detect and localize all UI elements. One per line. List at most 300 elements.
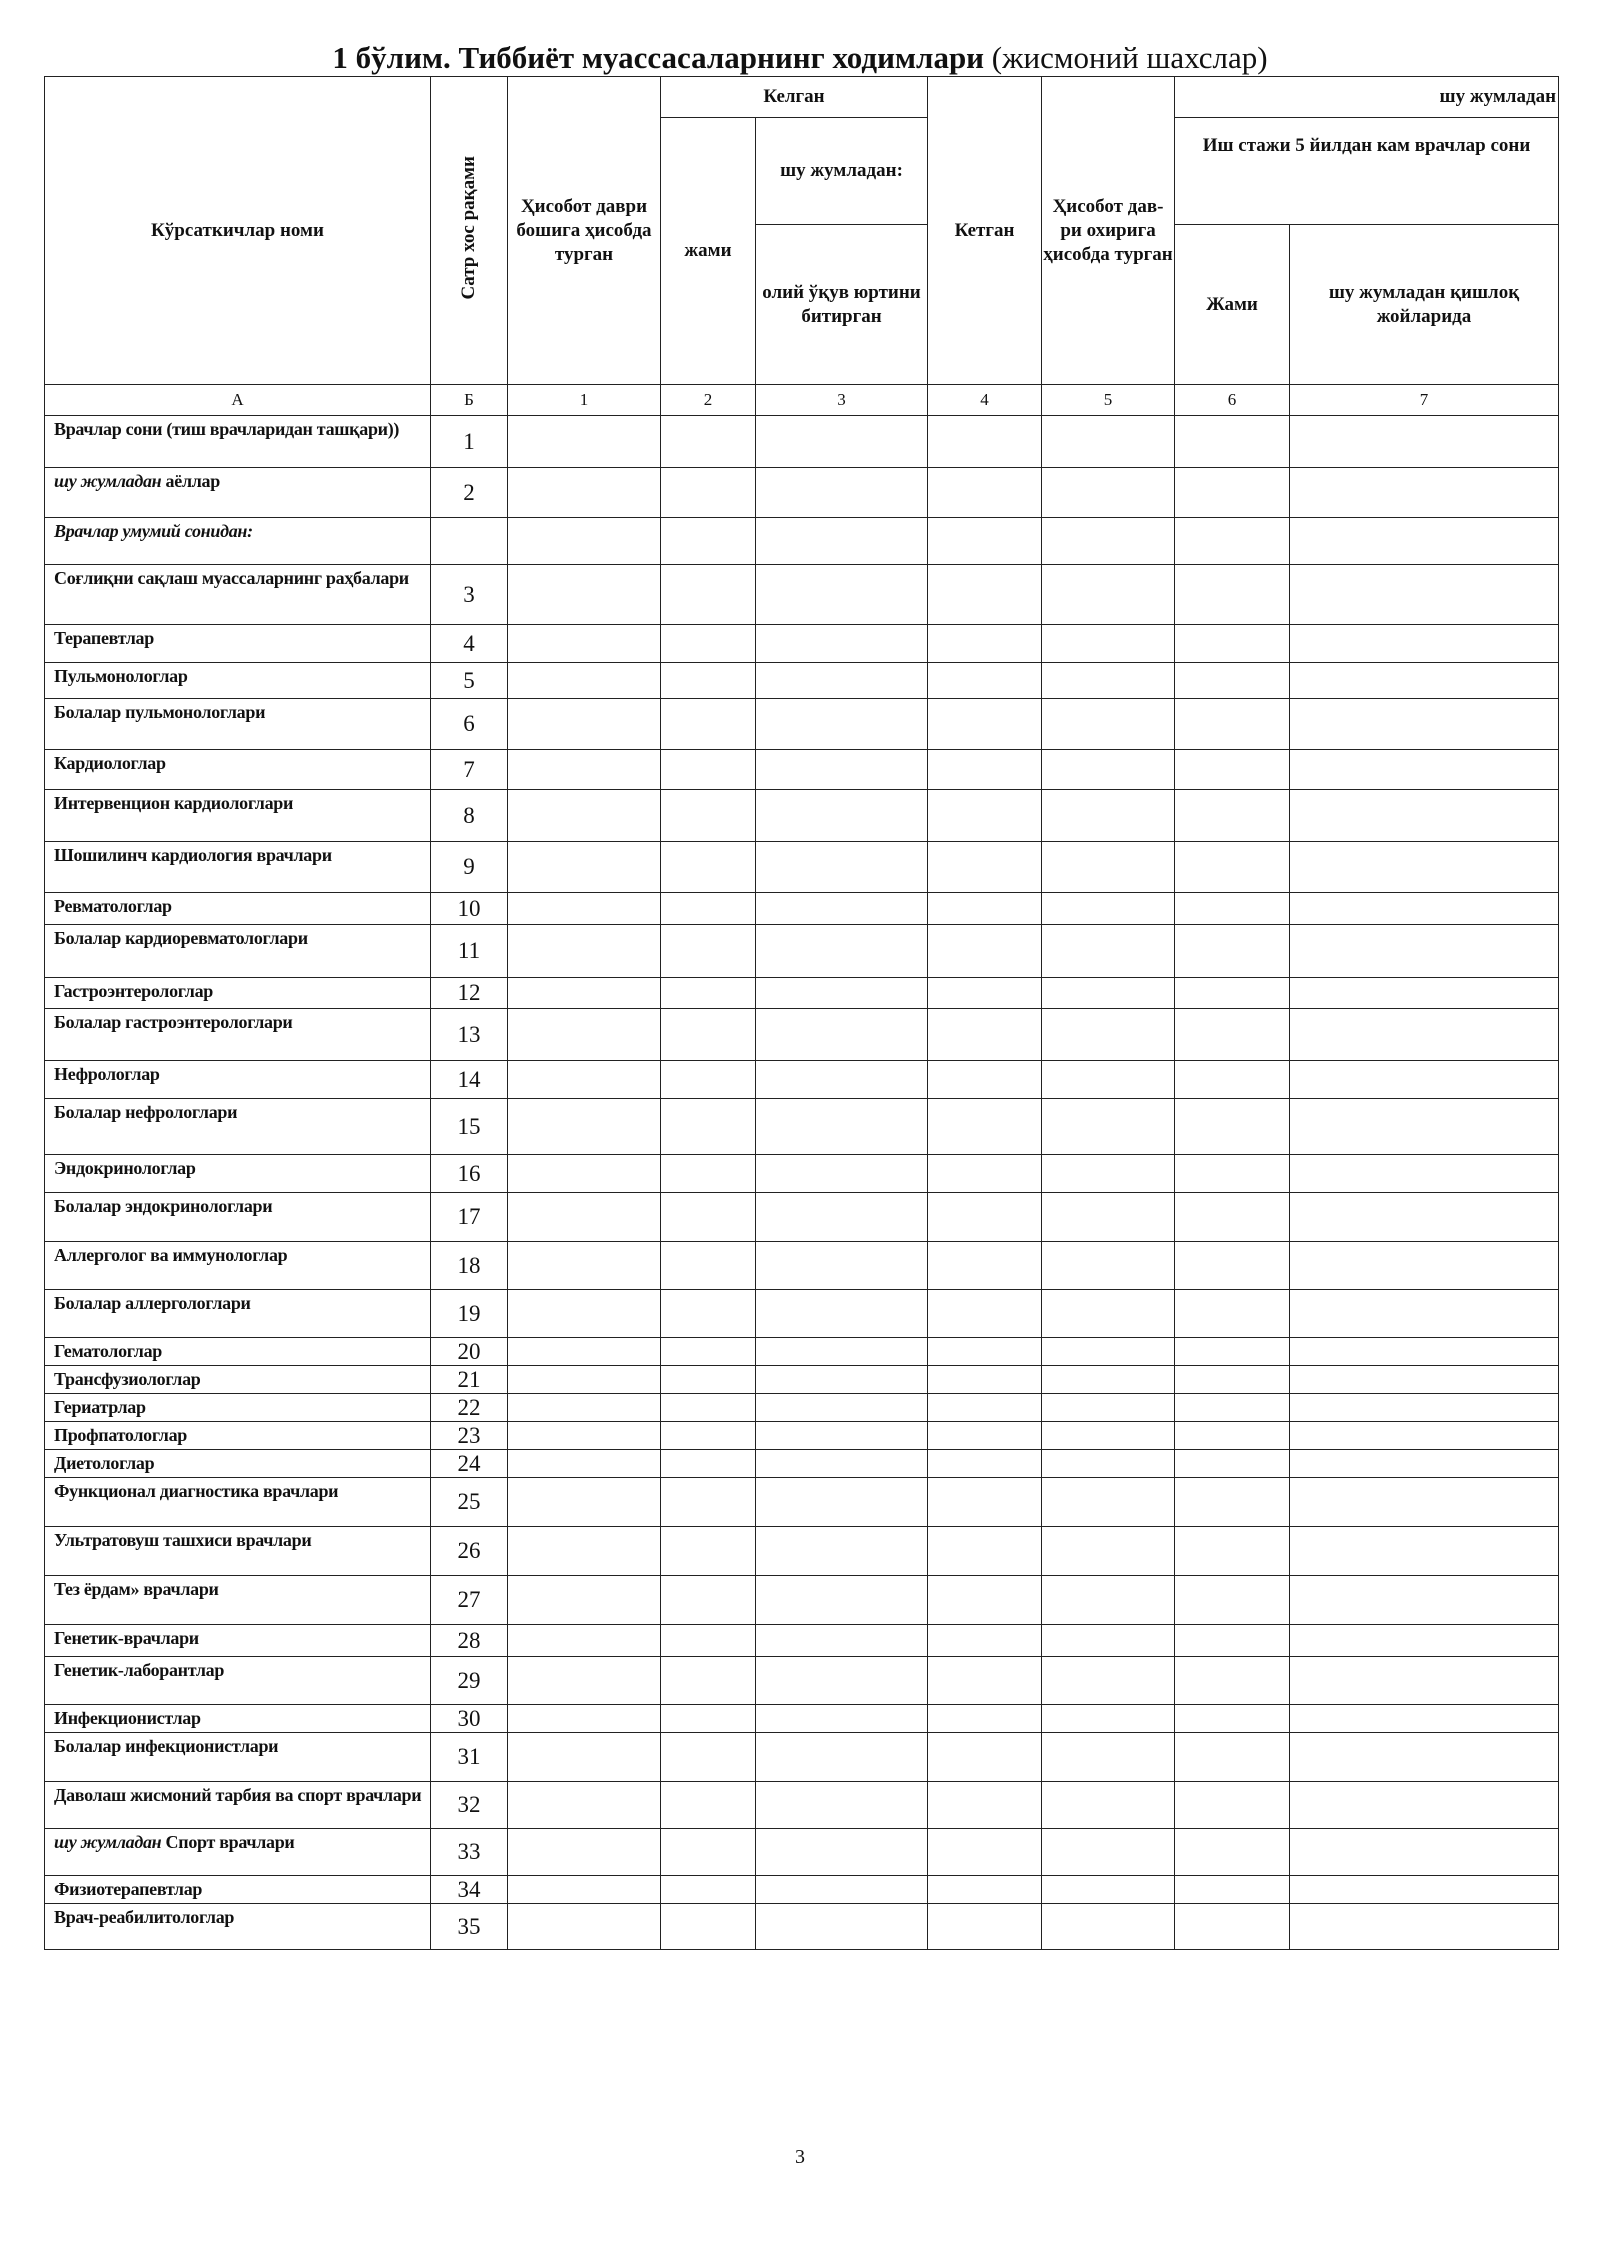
data-cell[interactable] <box>928 1338 1042 1366</box>
data-cell[interactable] <box>928 416 1042 468</box>
data-cell[interactable] <box>928 1242 1042 1290</box>
data-cell[interactable] <box>928 518 1042 565</box>
data-cell[interactable] <box>1042 893 1175 925</box>
table-row <box>45 625 1559 663</box>
data-cell[interactable] <box>508 468 661 518</box>
data-cell[interactable] <box>1175 1876 1290 1904</box>
data-cell[interactable] <box>756 699 928 750</box>
data-cell[interactable] <box>1290 1782 1559 1829</box>
data-cell[interactable] <box>928 625 1042 663</box>
data-cell[interactable] <box>1175 1625 1290 1657</box>
data-cell[interactable] <box>1042 1099 1175 1155</box>
data-cell[interactable] <box>1042 1061 1175 1099</box>
data-cell[interactable] <box>661 468 756 518</box>
data-cell[interactable] <box>1290 1576 1559 1625</box>
table-row <box>45 1829 1559 1876</box>
data-cell[interactable] <box>928 1193 1042 1242</box>
data-cell[interactable] <box>928 1733 1042 1782</box>
data-cell[interactable] <box>756 1527 928 1576</box>
data-cell[interactable] <box>756 1705 928 1733</box>
indicator-label: Диетологлар <box>54 1453 155 1473</box>
data-cell[interactable] <box>756 565 928 625</box>
indicator-name <box>45 1394 431 1422</box>
data-cell[interactable] <box>1042 565 1175 625</box>
data-cell[interactable] <box>661 1422 756 1450</box>
data-cell[interactable] <box>1290 1290 1559 1338</box>
data-cell[interactable] <box>1290 750 1559 790</box>
header-left: Кетган <box>928 77 1042 385</box>
data-cell[interactable] <box>1042 1625 1175 1657</box>
data-cell[interactable] <box>928 1450 1042 1478</box>
data-cell[interactable] <box>928 1657 1042 1705</box>
data-cell[interactable] <box>1290 925 1559 978</box>
header-experience-total: Жами <box>1175 225 1290 385</box>
row-code: 22 <box>431 1394 508 1422</box>
data-cell[interactable] <box>928 750 1042 790</box>
data-cell[interactable] <box>508 1155 661 1193</box>
data-cell[interactable] <box>1175 790 1290 842</box>
data-cell[interactable] <box>1042 1338 1175 1366</box>
data-cell[interactable] <box>756 1290 928 1338</box>
data-cell[interactable] <box>1290 565 1559 625</box>
indicator-name <box>45 1876 431 1904</box>
data-cell[interactable] <box>508 699 661 750</box>
data-cell[interactable] <box>1175 842 1290 893</box>
data-cell[interactable] <box>1042 468 1175 518</box>
data-cell[interactable] <box>1290 1625 1559 1657</box>
data-cell[interactable] <box>508 1657 661 1705</box>
data-cell[interactable] <box>1290 978 1559 1009</box>
data-cell[interactable] <box>928 1366 1042 1394</box>
data-cell[interactable] <box>1175 416 1290 468</box>
data-cell[interactable] <box>1290 1705 1559 1733</box>
data-cell[interactable] <box>661 1242 756 1290</box>
data-cell[interactable] <box>508 1061 661 1099</box>
data-cell[interactable] <box>1290 1193 1559 1242</box>
data-cell[interactable] <box>756 1478 928 1527</box>
data-cell[interactable] <box>1175 1394 1290 1422</box>
data-cell[interactable] <box>1042 842 1175 893</box>
data-cell[interactable] <box>1290 1366 1559 1394</box>
indicator-name <box>45 1155 431 1193</box>
data-cell[interactable] <box>508 893 661 925</box>
data-cell[interactable] <box>661 893 756 925</box>
row-code: 8 <box>431 790 508 842</box>
data-cell[interactable] <box>661 790 756 842</box>
data-cell[interactable] <box>1042 750 1175 790</box>
data-cell[interactable] <box>1175 1657 1290 1705</box>
data-cell[interactable] <box>1042 699 1175 750</box>
data-cell[interactable] <box>756 663 928 699</box>
table-row <box>45 565 1559 625</box>
data-cell[interactable] <box>1290 1657 1559 1705</box>
indicator-name <box>45 1290 431 1338</box>
data-cell[interactable] <box>661 663 756 699</box>
data-cell[interactable] <box>661 416 756 468</box>
data-cell[interactable] <box>1290 790 1559 842</box>
data-cell[interactable] <box>1290 1527 1559 1576</box>
data-cell[interactable] <box>1290 1876 1559 1904</box>
data-cell[interactable] <box>508 1366 661 1394</box>
data-cell[interactable] <box>1290 1422 1559 1450</box>
data-cell[interactable] <box>1042 518 1175 565</box>
data-cell[interactable] <box>928 1876 1042 1904</box>
data-cell[interactable] <box>508 1099 661 1155</box>
data-cell[interactable] <box>756 1782 928 1829</box>
data-cell[interactable] <box>928 1009 1042 1061</box>
data-cell[interactable] <box>661 1009 756 1061</box>
data-cell[interactable] <box>1042 1705 1175 1733</box>
data-cell[interactable] <box>1290 518 1559 565</box>
data-cell[interactable] <box>1042 663 1175 699</box>
data-cell[interactable] <box>928 1155 1042 1193</box>
data-cell[interactable] <box>1175 468 1290 518</box>
data-cell[interactable] <box>928 893 1042 925</box>
data-cell[interactable] <box>1290 1061 1559 1099</box>
data-cell[interactable] <box>508 1876 661 1904</box>
indicator-name <box>45 978 431 1009</box>
data-cell[interactable] <box>756 978 928 1009</box>
data-cell[interactable] <box>1290 1478 1559 1527</box>
data-cell[interactable] <box>508 663 661 699</box>
data-cell[interactable] <box>1042 1904 1175 1950</box>
data-cell[interactable] <box>1175 1009 1290 1061</box>
data-cell[interactable] <box>928 1625 1042 1657</box>
data-cell[interactable] <box>1290 1155 1559 1193</box>
data-cell[interactable] <box>661 1478 756 1527</box>
data-cell[interactable] <box>1042 625 1175 663</box>
data-cell[interactable] <box>661 1099 756 1155</box>
data-cell[interactable] <box>661 1876 756 1904</box>
data-cell[interactable] <box>1042 1155 1175 1193</box>
data-cell[interactable] <box>1042 925 1175 978</box>
data-cell[interactable] <box>756 1242 928 1290</box>
data-cell[interactable] <box>756 1829 928 1876</box>
data-cell[interactable] <box>508 1576 661 1625</box>
index-cell: 2 <box>661 385 756 416</box>
data-cell[interactable] <box>756 416 928 468</box>
data-cell[interactable] <box>1175 565 1290 625</box>
data-cell[interactable] <box>1175 893 1290 925</box>
data-cell[interactable] <box>1175 1829 1290 1876</box>
data-cell[interactable] <box>1175 978 1290 1009</box>
data-cell[interactable] <box>508 1338 661 1366</box>
row-code: 12 <box>431 978 508 1009</box>
data-cell[interactable] <box>1290 1009 1559 1061</box>
data-cell[interactable] <box>928 699 1042 750</box>
indicator-name <box>45 1657 431 1705</box>
indicator-label: Гематологлар <box>54 1341 162 1361</box>
data-cell[interactable] <box>756 1338 928 1366</box>
data-cell[interactable] <box>928 790 1042 842</box>
data-cell[interactable] <box>508 1290 661 1338</box>
data-cell[interactable] <box>661 625 756 663</box>
data-cell[interactable] <box>1175 699 1290 750</box>
data-cell[interactable] <box>661 842 756 893</box>
data-cell[interactable] <box>756 842 928 893</box>
data-cell[interactable] <box>1175 925 1290 978</box>
indicator-name <box>45 1705 431 1733</box>
data-cell[interactable] <box>508 625 661 663</box>
data-cell[interactable] <box>1175 1576 1290 1625</box>
table-row <box>45 1904 1559 1950</box>
data-cell[interactable] <box>928 1527 1042 1576</box>
data-cell[interactable] <box>1290 468 1559 518</box>
data-cell[interactable] <box>508 1829 661 1876</box>
data-cell[interactable] <box>928 1478 1042 1527</box>
data-cell[interactable] <box>1042 1733 1175 1782</box>
data-cell[interactable] <box>1175 518 1290 565</box>
data-cell[interactable] <box>1175 1366 1290 1394</box>
data-cell[interactable] <box>1290 1099 1559 1155</box>
data-cell[interactable] <box>661 1366 756 1394</box>
data-cell[interactable] <box>1290 1829 1559 1876</box>
data-cell[interactable] <box>508 1009 661 1061</box>
header-indicator-name: Кўрсаткичлар номи <box>45 77 431 385</box>
data-cell[interactable] <box>508 978 661 1009</box>
data-cell[interactable] <box>756 1155 928 1193</box>
data-cell[interactable] <box>1042 1193 1175 1242</box>
row-code: 28 <box>431 1625 508 1657</box>
data-cell[interactable] <box>1042 1657 1175 1705</box>
data-cell[interactable] <box>1175 1290 1290 1338</box>
indicator-name <box>45 1009 431 1061</box>
data-cell[interactable] <box>1175 1242 1290 1290</box>
data-cell[interactable] <box>756 750 928 790</box>
data-cell[interactable] <box>1175 1733 1290 1782</box>
data-cell[interactable] <box>661 518 756 565</box>
data-cell[interactable] <box>756 518 928 565</box>
data-cell[interactable] <box>1175 1527 1290 1576</box>
indicator-label: Врач-реабилитологлар <box>54 1907 235 1927</box>
data-cell[interactable] <box>1042 1242 1175 1290</box>
data-cell[interactable] <box>508 1450 661 1478</box>
data-cell[interactable] <box>1290 663 1559 699</box>
data-cell[interactable] <box>1175 1099 1290 1155</box>
data-cell[interactable] <box>1175 1782 1290 1829</box>
data-cell[interactable] <box>1175 750 1290 790</box>
data-cell[interactable] <box>1042 1829 1175 1876</box>
data-cell[interactable] <box>661 1625 756 1657</box>
data-cell[interactable] <box>756 1625 928 1657</box>
data-cell[interactable] <box>1290 1904 1559 1950</box>
indicator-label: Тез ёрдам» врачлари <box>54 1579 219 1599</box>
data-cell[interactable] <box>756 925 928 978</box>
data-cell[interactable] <box>1175 1338 1290 1366</box>
data-cell[interactable] <box>928 1422 1042 1450</box>
data-cell[interactable] <box>756 1576 928 1625</box>
data-cell[interactable] <box>661 1657 756 1705</box>
data-cell[interactable] <box>1042 1527 1175 1576</box>
data-cell[interactable] <box>1290 1733 1559 1782</box>
row-code: 14 <box>431 1061 508 1099</box>
data-cell[interactable] <box>661 1829 756 1876</box>
data-cell[interactable] <box>928 1576 1042 1625</box>
data-cell[interactable] <box>508 1705 661 1733</box>
data-cell[interactable] <box>1175 663 1290 699</box>
row-code: 29 <box>431 1657 508 1705</box>
data-cell[interactable] <box>928 842 1042 893</box>
data-cell[interactable] <box>508 1193 661 1242</box>
data-cell[interactable] <box>661 565 756 625</box>
data-cell[interactable] <box>508 790 661 842</box>
data-cell[interactable] <box>1042 1782 1175 1829</box>
data-cell[interactable] <box>661 1450 756 1478</box>
data-cell[interactable] <box>1175 1450 1290 1478</box>
data-cell[interactable] <box>661 978 756 1009</box>
data-cell[interactable] <box>756 790 928 842</box>
data-cell[interactable] <box>1290 842 1559 893</box>
index-cell: 7 <box>1290 385 1559 416</box>
data-cell[interactable] <box>508 416 661 468</box>
data-cell[interactable] <box>756 1876 928 1904</box>
data-cell[interactable] <box>1175 1478 1290 1527</box>
data-cell[interactable] <box>661 1576 756 1625</box>
data-cell[interactable] <box>508 750 661 790</box>
data-cell[interactable] <box>928 925 1042 978</box>
data-cell[interactable] <box>508 518 661 565</box>
data-cell[interactable] <box>928 978 1042 1009</box>
data-cell[interactable] <box>928 1061 1042 1099</box>
data-cell[interactable] <box>928 1099 1042 1155</box>
data-cell[interactable] <box>1042 790 1175 842</box>
data-cell[interactable] <box>1175 1193 1290 1242</box>
data-cell[interactable] <box>508 1904 661 1950</box>
data-cell[interactable] <box>1042 1366 1175 1394</box>
data-cell[interactable] <box>1175 1705 1290 1733</box>
header-arrived-including: шу жумладан: <box>756 118 928 225</box>
data-cell[interactable] <box>661 1904 756 1950</box>
data-cell[interactable] <box>1042 416 1175 468</box>
table-row <box>45 1657 1559 1705</box>
data-cell[interactable] <box>928 1394 1042 1422</box>
data-cell[interactable] <box>1042 1422 1175 1450</box>
data-cell[interactable] <box>661 699 756 750</box>
data-cell[interactable] <box>508 1242 661 1290</box>
data-cell[interactable] <box>508 1394 661 1422</box>
data-cell[interactable] <box>508 1527 661 1576</box>
data-cell[interactable] <box>1042 1576 1175 1625</box>
data-cell[interactable] <box>508 1782 661 1829</box>
data-cell[interactable] <box>928 1904 1042 1950</box>
data-cell[interactable] <box>928 1829 1042 1876</box>
data-cell[interactable] <box>756 1450 928 1478</box>
table-row <box>45 1478 1559 1527</box>
data-cell[interactable] <box>508 1478 661 1527</box>
data-cell[interactable] <box>1290 1450 1559 1478</box>
data-cell[interactable] <box>661 1705 756 1733</box>
data-cell[interactable] <box>928 1705 1042 1733</box>
data-cell[interactable] <box>1042 1876 1175 1904</box>
data-cell[interactable] <box>756 1657 928 1705</box>
data-cell[interactable] <box>661 1193 756 1242</box>
indicator-label: Нефрологлар <box>54 1064 160 1084</box>
data-cell[interactable] <box>928 565 1042 625</box>
data-cell[interactable] <box>508 1625 661 1657</box>
data-cell[interactable] <box>756 1394 928 1422</box>
indicator-label: Шошилинч кардиология врачлари <box>54 845 332 865</box>
data-cell[interactable] <box>1290 1394 1559 1422</box>
row-code: 10 <box>431 893 508 925</box>
data-cell[interactable] <box>756 1061 928 1099</box>
data-cell[interactable] <box>1290 699 1559 750</box>
data-cell[interactable] <box>508 925 661 978</box>
data-cell[interactable] <box>756 1366 928 1394</box>
data-cell[interactable] <box>756 1099 928 1155</box>
data-cell[interactable] <box>1290 1338 1559 1366</box>
row-code: 25 <box>431 1478 508 1527</box>
data-cell[interactable] <box>1290 416 1559 468</box>
data-cell[interactable] <box>508 1422 661 1450</box>
data-cell[interactable] <box>756 1422 928 1450</box>
data-cell[interactable] <box>756 1904 928 1950</box>
data-cell[interactable] <box>508 1733 661 1782</box>
data-cell[interactable] <box>756 1009 928 1061</box>
data-cell[interactable] <box>1290 1242 1559 1290</box>
table-row <box>45 1099 1559 1155</box>
row-code: 17 <box>431 1193 508 1242</box>
table-row <box>45 1290 1559 1338</box>
data-cell[interactable] <box>661 1782 756 1829</box>
title-main: 1 бўлим. Тиббиёт муассасаларнинг ходимлари <box>332 40 985 75</box>
data-cell[interactable] <box>661 1733 756 1782</box>
title-subtitle: (жисмоний шахслар) <box>991 40 1268 75</box>
data-cell[interactable] <box>756 1733 928 1782</box>
data-cell[interactable] <box>1042 1009 1175 1061</box>
data-cell[interactable] <box>756 893 928 925</box>
data-cell[interactable] <box>1290 893 1559 925</box>
data-cell[interactable] <box>661 1290 756 1338</box>
indicator-label: Функционал диагностика врачлари <box>54 1481 339 1501</box>
data-cell[interactable] <box>661 925 756 978</box>
indicator-name <box>45 416 431 468</box>
data-cell[interactable] <box>661 1061 756 1099</box>
data-cell[interactable] <box>1175 1061 1290 1099</box>
data-cell[interactable] <box>928 1782 1042 1829</box>
data-cell[interactable] <box>661 750 756 790</box>
row-code: 26 <box>431 1527 508 1576</box>
data-cell[interactable] <box>928 1290 1042 1338</box>
data-cell[interactable] <box>928 663 1042 699</box>
data-cell[interactable] <box>756 625 928 663</box>
row-code: 13 <box>431 1009 508 1061</box>
data-cell[interactable] <box>661 1155 756 1193</box>
data-cell[interactable] <box>1042 1450 1175 1478</box>
data-cell[interactable] <box>1175 1155 1290 1193</box>
indicator-label: Аллерголог ва иммунологлар <box>54 1245 288 1265</box>
data-cell[interactable] <box>1042 1290 1175 1338</box>
data-cell[interactable] <box>1290 625 1559 663</box>
data-cell[interactable] <box>1175 625 1290 663</box>
data-cell[interactable] <box>1175 1904 1290 1950</box>
data-cell[interactable] <box>1175 1422 1290 1450</box>
data-cell[interactable] <box>508 842 661 893</box>
data-cell[interactable] <box>661 1527 756 1576</box>
indicator-italic: Врачлар умумий сонидан: <box>54 521 253 541</box>
indicator-name <box>45 1193 431 1242</box>
data-cell[interactable] <box>661 1338 756 1366</box>
data-cell[interactable] <box>1042 1394 1175 1422</box>
data-cell[interactable] <box>1042 978 1175 1009</box>
data-cell[interactable] <box>508 565 661 625</box>
index-cell: 5 <box>1042 385 1175 416</box>
data-cell[interactable] <box>661 1394 756 1422</box>
index-cell: 4 <box>928 385 1042 416</box>
data-cell[interactable] <box>1042 1478 1175 1527</box>
data-cell[interactable] <box>756 468 928 518</box>
data-cell[interactable] <box>756 1193 928 1242</box>
data-cell[interactable] <box>928 468 1042 518</box>
